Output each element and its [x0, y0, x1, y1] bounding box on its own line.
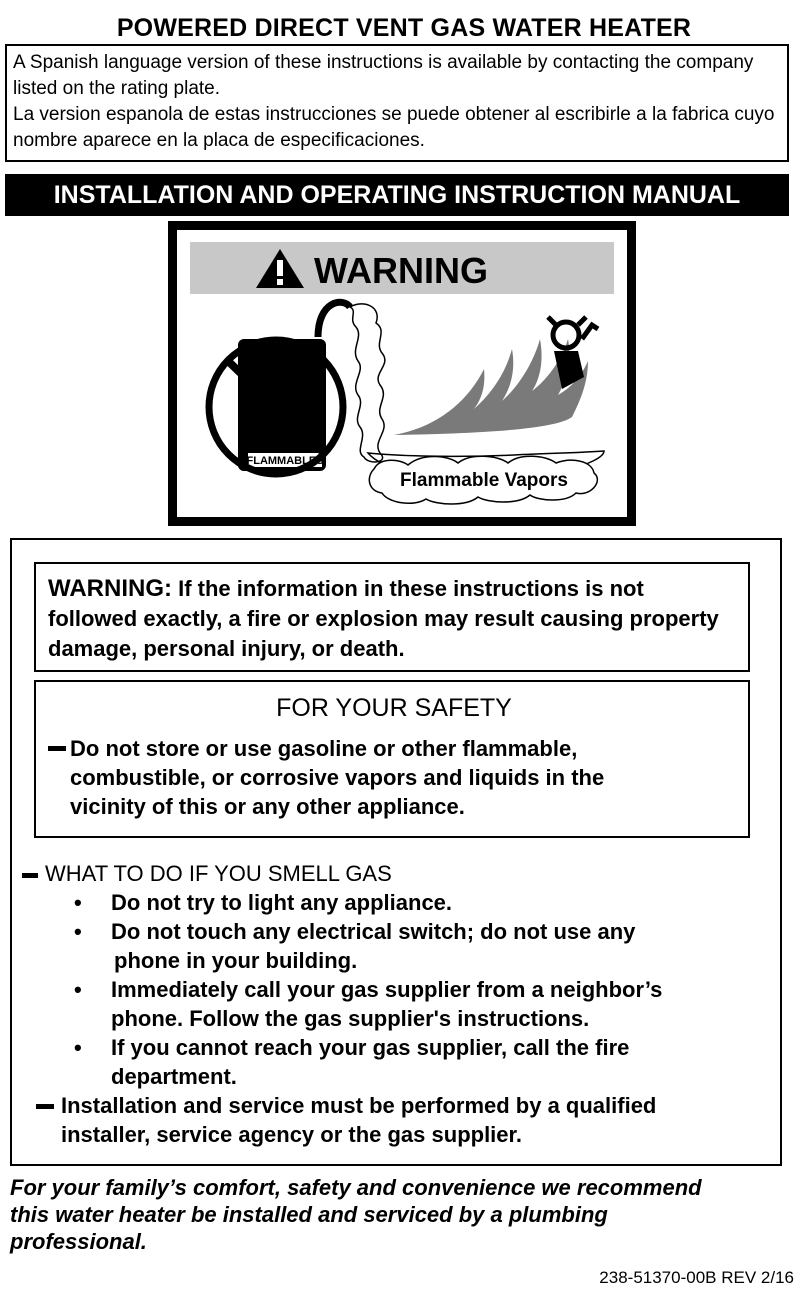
- for-your-safety-box: [34, 680, 750, 838]
- recommendation-line: professional.: [10, 1229, 147, 1254]
- bullet-dot: •: [74, 1035, 82, 1060]
- warning-box: [34, 562, 750, 672]
- warning-text: If the information in these instructions is not followed exactly, a fire or explosion may result causing property damage, personal injury, or death.: [48, 576, 719, 661]
- recommendation-note: [10, 1174, 800, 1255]
- dash-bullet: [22, 873, 38, 878]
- safety-item-line: vicinity of this or any other appliance.: [70, 794, 465, 819]
- smell-gas-item: Immediately call your gas supplier from a neighbor’s: [111, 977, 663, 1002]
- warning-label: WARNING:: [48, 575, 172, 602]
- smell-gas-item: Do not touch any electrical switch; do not use any: [111, 919, 636, 944]
- flammable-vapors-warning-illustration: [168, 221, 636, 526]
- document-title: POWERED DIRECT VENT GAS WATER HEATER: [116, 14, 692, 42]
- recommendation-line: For your family’s comfort, safety and convenience we recommend: [10, 1175, 702, 1200]
- notice-english: A Spanish language version of these instructions is available by contacting the company listed on the rating plate.: [13, 52, 754, 99]
- dash-bullet: [36, 1104, 54, 1109]
- safety-title: FOR YOUR SAFETY: [276, 694, 512, 722]
- part-number: 238-51370-00B REV 2/16: [599, 1268, 794, 1287]
- illustration-caption: Flammable Vapors: [400, 470, 568, 491]
- safety-item-line: Do not store or use gasoline or other flammable,: [70, 736, 578, 761]
- dash-bullet: [48, 746, 66, 751]
- can-label: FLAMMABLES: [246, 455, 324, 467]
- smell-gas-item: Do not try to light any appliance.: [111, 890, 453, 915]
- warning-banner-text: WARNING: [314, 250, 488, 291]
- bullet-dot: •: [74, 890, 82, 915]
- smell-gas-heading: WHAT TO DO IF YOU SMELL GAS: [45, 861, 392, 886]
- smell-gas-item: department.: [111, 1064, 237, 1089]
- safety-item-line: combustible, or corrosive vapors and liquids in the: [70, 765, 605, 790]
- bullet-dot: •: [74, 919, 82, 944]
- installation-note: Installation and service must be performed by a qualified: [61, 1093, 657, 1118]
- bullet-dot: •: [74, 977, 82, 1002]
- language-notice: [5, 44, 789, 162]
- notice-spanish: La version espanola de estas instrucciones se puede obtener al escribirle a la fabrica cuyo nombre aparece en la placa de especificaciones.: [13, 104, 775, 151]
- manual-title-bar: INSTALLATION AND OPERATING INSTRUCTION MANUAL: [5, 174, 789, 216]
- smell-gas-item: phone in your building.: [114, 948, 358, 973]
- smell-gas-item: phone. Follow the gas supplier's instructions.: [111, 1006, 590, 1031]
- installation-note: installer, service agency or the gas supplier.: [61, 1122, 522, 1147]
- recommendation-line: this water heater be installed and serviced by a plumbing: [10, 1202, 608, 1227]
- smell-gas-item: If you cannot reach your gas supplier, call the fire: [111, 1035, 630, 1060]
